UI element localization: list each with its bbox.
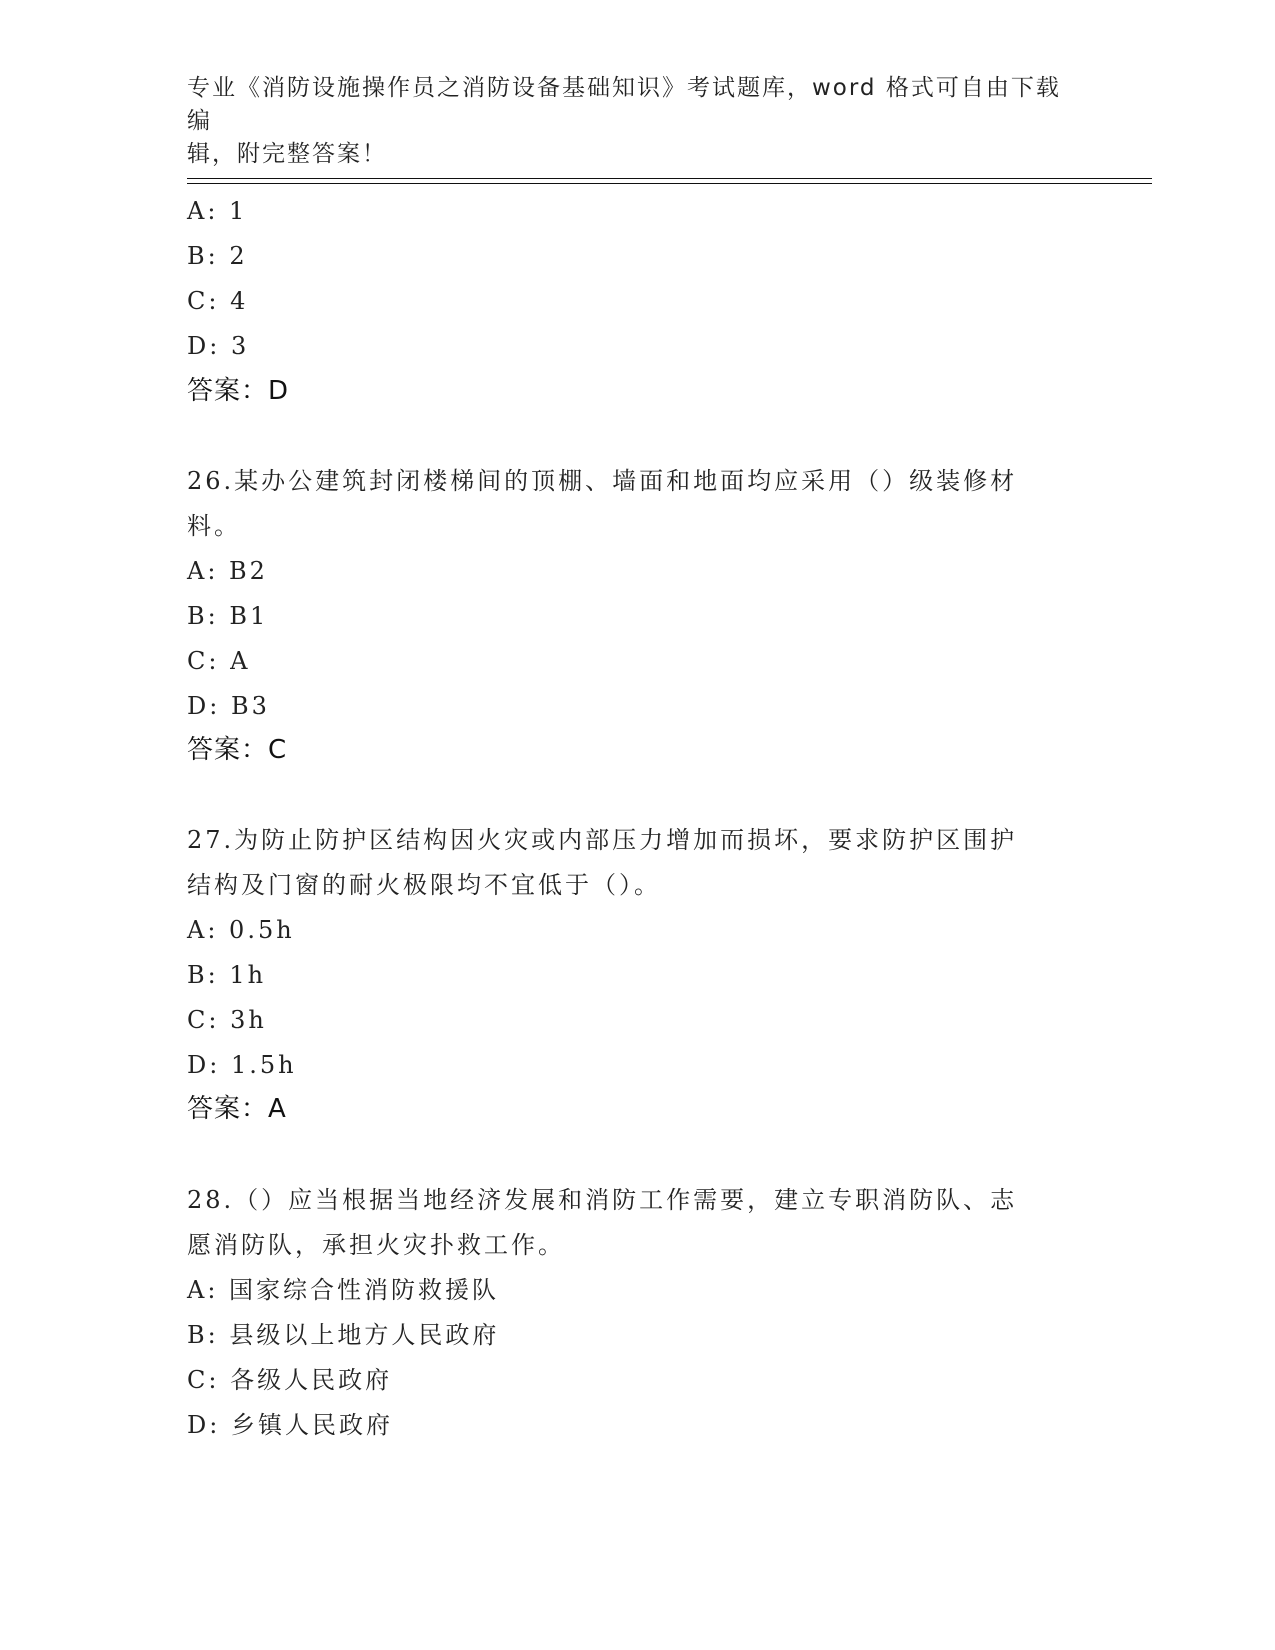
q26-option-d: D: B3 [187, 692, 270, 720]
q25-option-b: B: 2 [187, 242, 248, 270]
q27-option-c: C: 3h [187, 1006, 267, 1034]
q27-option-b: B: 1h [187, 961, 267, 989]
q28-option-b: B: 县级以上地方人民政府 [187, 1321, 500, 1349]
header-divider-top [187, 178, 1152, 179]
q26-option-a: A: B2 [187, 557, 268, 585]
q28-option-c: C: 各级人民政府 [187, 1366, 393, 1394]
q28-stem-line-2: 愿消防队，承担火灾扑救工作。 [187, 1231, 565, 1259]
q26-option-c: C: A [187, 647, 251, 675]
q27-option-a: A: 0.5h [187, 916, 295, 944]
q28-option-a: A: 国家综合性消防救援队 [187, 1276, 500, 1304]
q28-option-d: D: 乡镇人民政府 [187, 1411, 393, 1439]
q26-answer: 答案：C [187, 735, 288, 765]
header-divider-bottom [187, 183, 1152, 184]
q26-option-b: B: B1 [187, 602, 269, 630]
q27-stem-line-2: 结构及门窗的耐火极限均不宜低于（）。 [187, 871, 661, 899]
q26-stem-line-2: 料。 [187, 512, 241, 540]
q28-stem-line-1: 28.（）应当根据当地经济发展和消防工作需要，建立专职消防队、志 [187, 1186, 1018, 1214]
q25-option-a: A: 1 [187, 197, 248, 225]
header-line-2: 辑，附完整答案！ [187, 141, 387, 167]
q25-option-c: C: 4 [187, 287, 249, 315]
q25-option-d: D: 3 [187, 332, 250, 360]
q27-answer: 答案：A [187, 1094, 287, 1124]
document-header [187, 72, 1077, 171]
header-line-1: 专业《消防设施操作员之消防设备基础知识》考试题库，word 格式可自由下载编 [187, 75, 1061, 134]
q25-answer: 答案：D [187, 376, 290, 406]
q26-stem-line-1: 26.某办公建筑封闭楼梯间的顶棚、墙面和地面均应采用（）级装修材 [187, 467, 1018, 495]
q27-stem-line-1: 27.为防止防护区结构因火灾或内部压力增加而损坏，要求防护区围护 [187, 826, 1018, 854]
q27-option-d: D: 1.5h [187, 1051, 297, 1079]
